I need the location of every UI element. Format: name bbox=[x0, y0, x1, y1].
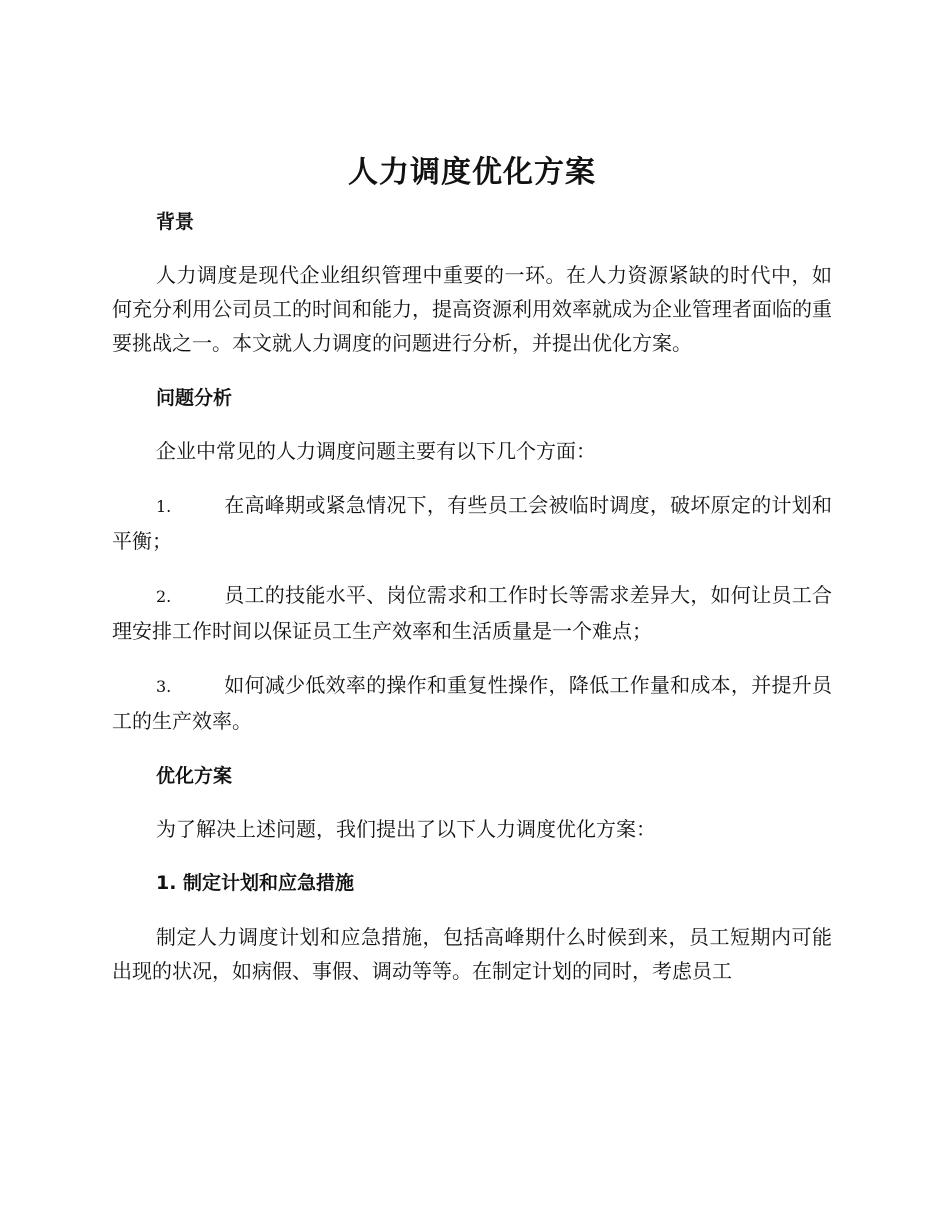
solution-paragraph: 制定人力调度计划和应急措施，包括高峰期什么时候到来，员工短期内可能出现的状况，如病假、事假、调动等等。在制定计划的同时，考虑员工 bbox=[112, 925, 832, 983]
list-item bbox=[112, 578, 832, 648]
background-paragraph: 人力调度是现代企业组织管理中重要的一环。在人力资源紧缺的时代中，如何充分利用公司员工的时间和能力，提高资源利用效率就成为企业管理者面临的重要挑战之一。本文就人力调度的问题进行分析，并提出优化方案。 bbox=[112, 263, 832, 355]
list-item-text: 在高峰期或紧急情况下，有些员工会被临时调度，破坏原定的计划和平衡； bbox=[112, 493, 832, 553]
list-item-text: 员工的技能水平、岗位需求和工作时长等需求差异大，如何让员工合理安排工作时间以保证员工生产效率和生活质量是一个难点； bbox=[112, 583, 832, 643]
section-heading-analysis: 问题分析 bbox=[156, 387, 233, 409]
list-item-number: 1. bbox=[156, 497, 172, 516]
list-item bbox=[112, 488, 832, 558]
list-item-number: 2. bbox=[156, 587, 172, 606]
list-item-text: 如何减少低效率的操作和重复性操作，降低工作量和成本，并提升员工的生产效率。 bbox=[112, 673, 832, 733]
document-page bbox=[112, 150, 832, 988]
solution-intro: 为了解决上述问题，我们提出了以下人力调度优化方案： bbox=[156, 817, 656, 841]
list-item bbox=[112, 668, 832, 738]
section-heading-solution: 优化方案 bbox=[156, 765, 233, 787]
list-item-number: 3. bbox=[156, 677, 172, 696]
document-title: 人力调度优化方案 bbox=[348, 155, 596, 190]
analysis-intro: 企业中常见的人力调度问题主要有以下几个方面： bbox=[156, 439, 596, 463]
solution-sub-heading: 1. 制定计划和应急措施 bbox=[156, 872, 355, 894]
section-heading-background: 背景 bbox=[156, 211, 195, 233]
